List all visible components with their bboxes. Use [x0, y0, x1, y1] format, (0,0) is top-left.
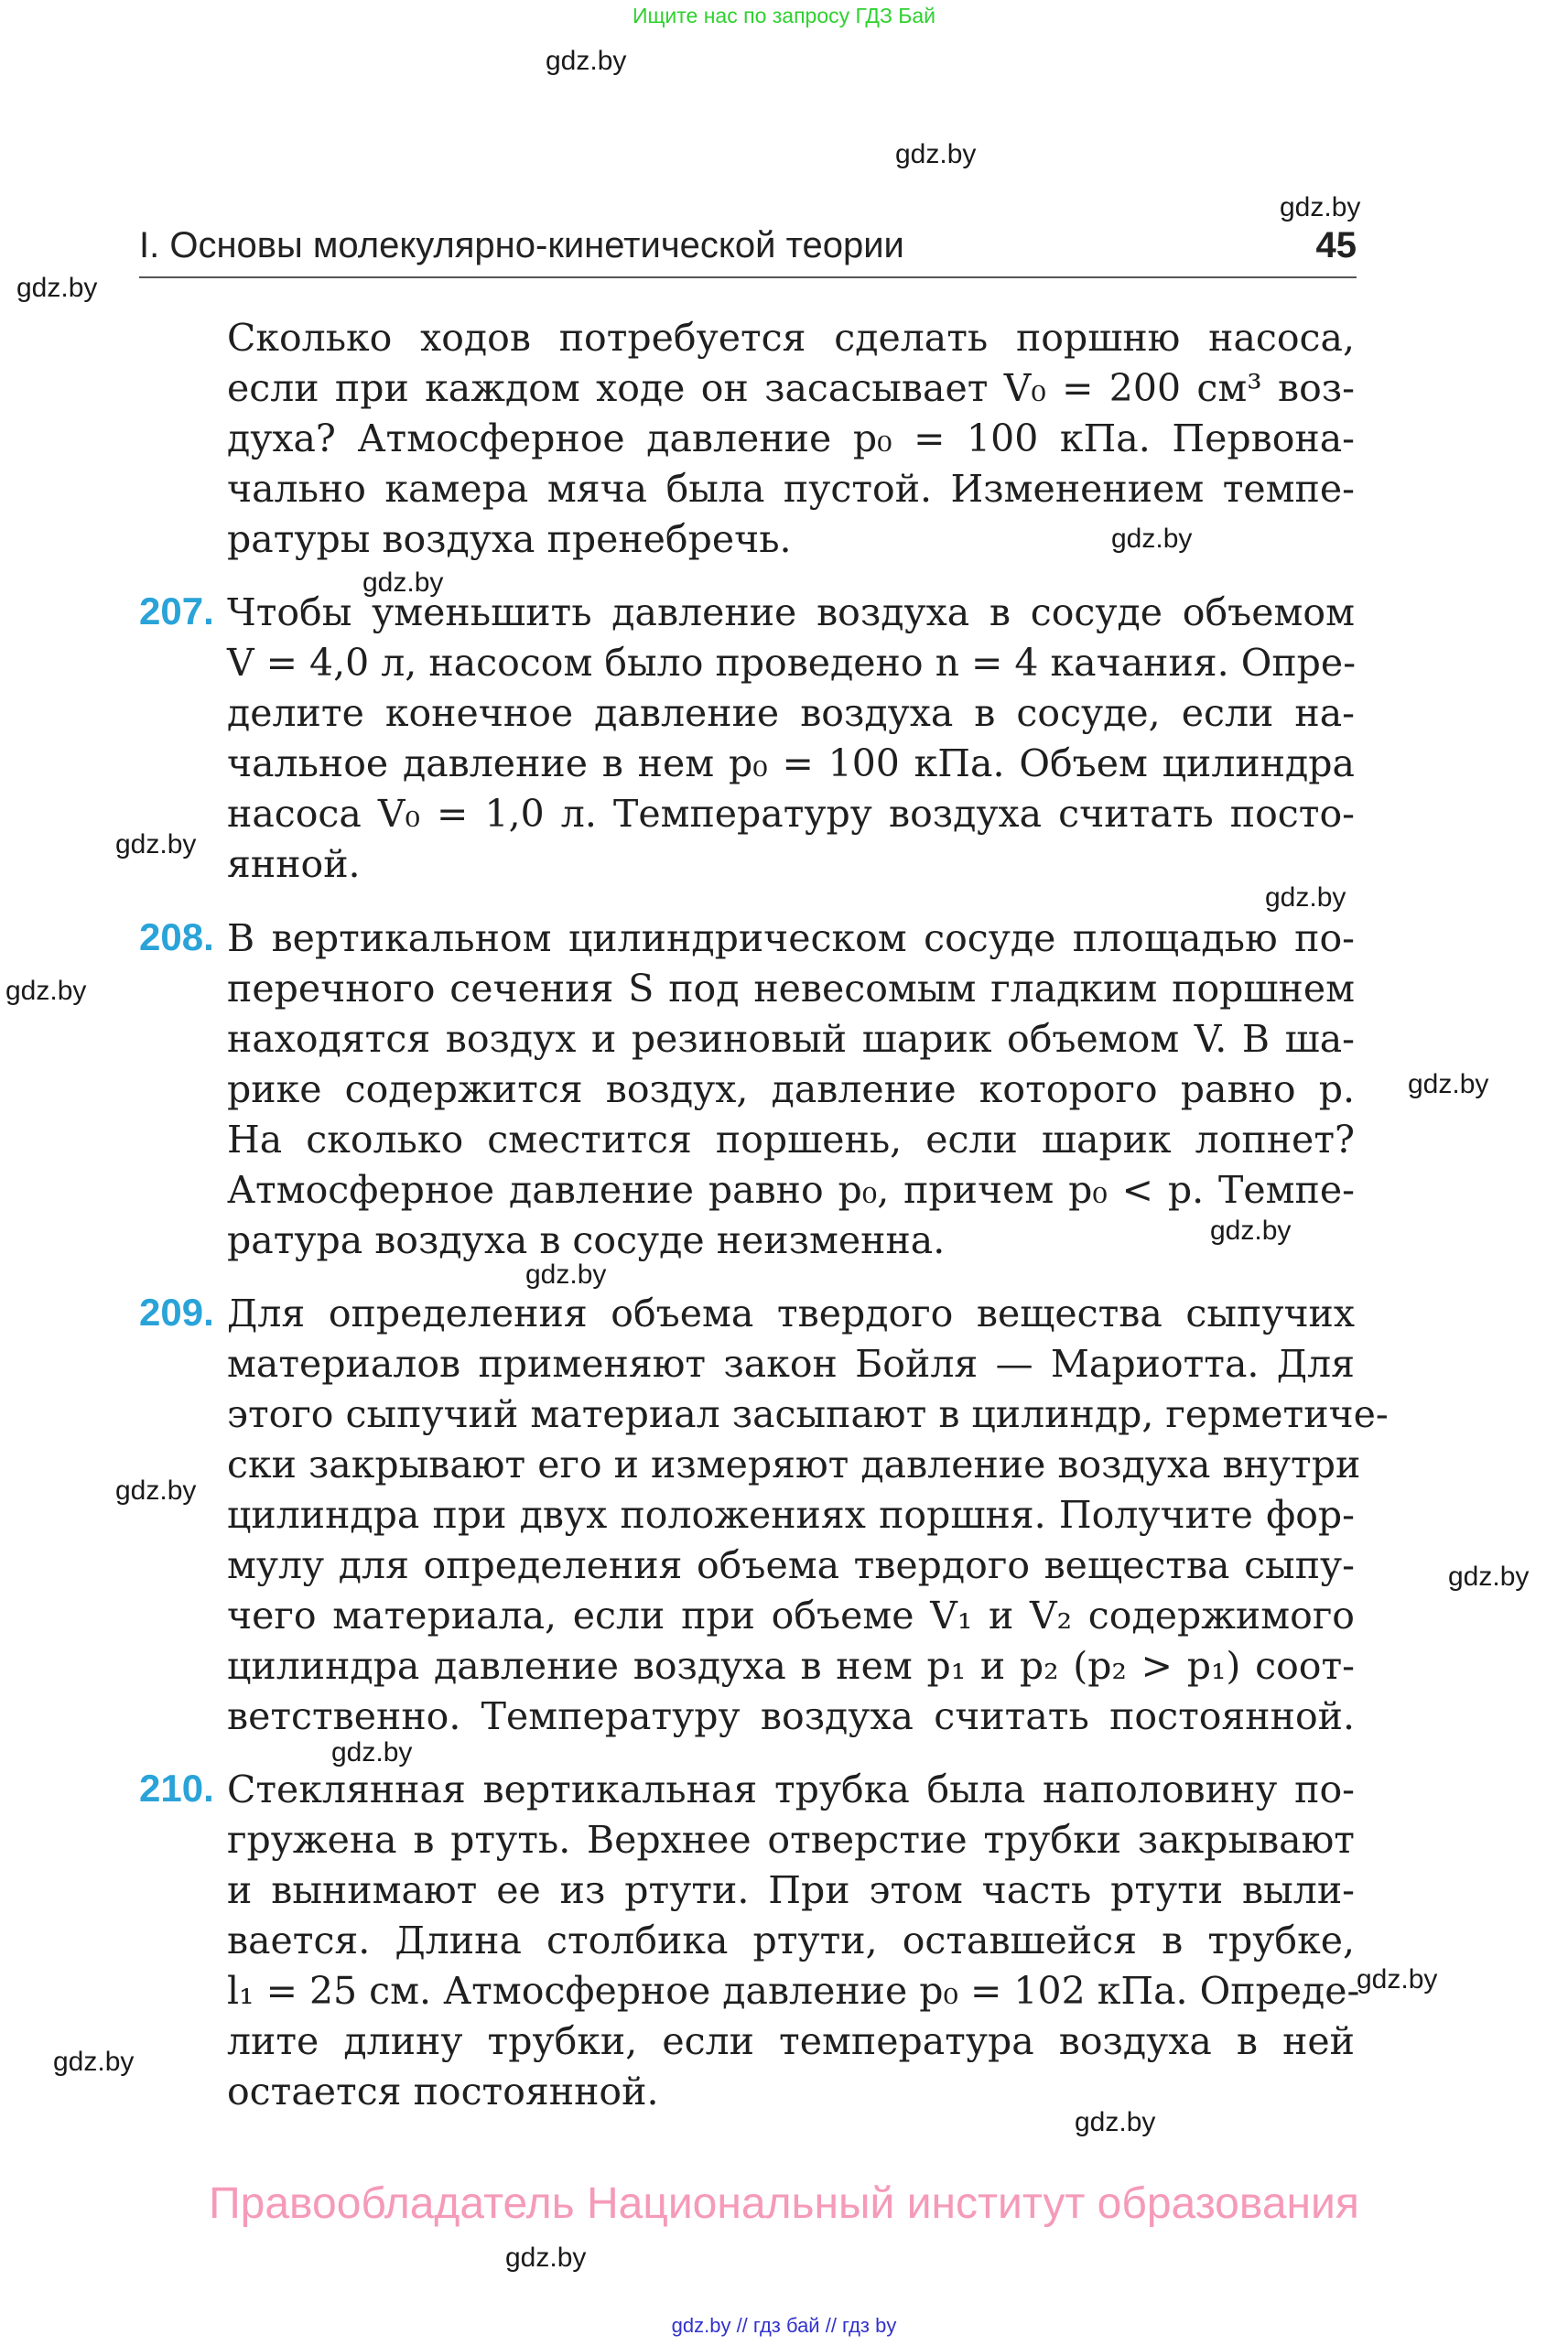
text-line: гружена в ртуть. Верхнее отверстие трубки закрывают [227, 1818, 1355, 1862]
watermark: gdz.by [1210, 1216, 1292, 1246]
text-line: Чтобы уменьшить давление воздуха в сосуде объемом [227, 590, 1355, 634]
text-line: На сколько сместится поршень, если шарик лопнет? [227, 1118, 1355, 1162]
watermark: gdz.by [16, 273, 98, 303]
text-line: ратура воздуха в сосуде неизменна. [227, 1218, 946, 1262]
text-line: этого сыпучий материал засыпают в цилиндр, герметиче- [227, 1392, 1389, 1436]
text-line: лите длину трубки, если температура воздуха в ней [227, 2019, 1355, 2063]
problem-number: 209. [139, 1291, 214, 1334]
watermark: gdz.by [1408, 1069, 1489, 1099]
problem-number: 207. [139, 589, 214, 632]
problem-209-text [227, 1289, 1389, 1742]
text-line: цилиндра давление воздуха в нем p₁ и p₂ (p₂ > p₁) соот- [227, 1644, 1355, 1688]
watermark: gdz.by [115, 1476, 197, 1506]
problem-207-text [227, 588, 1355, 890]
watermark: gdz.by [331, 1737, 413, 1768]
page-header [139, 225, 1357, 278]
watermark: gdz.by [505, 2243, 587, 2273]
text-line: ратуры воздуха пренебречь. [227, 517, 792, 561]
text-line: Сколько ходов потребуется сделать поршню насоса, [227, 316, 1355, 360]
text-line: V = 4,0 л, насосом было проведено n = 4 качания. Опре- [227, 641, 1357, 685]
problem-number: 208. [139, 915, 214, 958]
bottom-links[interactable]: gdz.by // гдз бай // гдз by [671, 2314, 897, 2337]
copyright-footer: Правообладатель Национальный институт образования [209, 2179, 1359, 2228]
problem-208-text [227, 914, 1355, 1266]
text-line: мулу для определения объема твердого вещества сыпу- [227, 1543, 1355, 1587]
watermark: gdz.by [546, 46, 627, 76]
text-line: цилиндра при двух положениях поршня. Получите фор- [227, 1493, 1355, 1537]
problem-text [227, 313, 1355, 565]
watermark: gdz.by [362, 568, 444, 598]
text-line: Стеклянная вертикальная трубка была наполовину по- [227, 1768, 1355, 1811]
watermark: gdz.by [1448, 1562, 1530, 1592]
text-line: В вертикальном цилиндрическом сосуде площадью по- [227, 916, 1355, 960]
text-line: ски закрывают его и измеряют давление воздуха внутри [227, 1443, 1361, 1487]
watermark: gdz.by [1280, 192, 1361, 222]
text-line: l₁ = 25 см. Атмосферное давление p₀ = 102 кПа. Опреде- [227, 1969, 1360, 2013]
top-search-note: Ищите нас по запросу ГДЗ Бай [632, 4, 936, 27]
problem-number: 210. [139, 1767, 214, 1810]
text-line: чего материала, если при объеме V₁ и V₂ содержимого [227, 1594, 1355, 1638]
watermark: gdz.by [1111, 524, 1193, 554]
text-line: если при каждом ходе он засасывает V₀ = 200 см³ воз- [227, 366, 1355, 410]
text-line: остается постоянной. [227, 2070, 659, 2114]
watermark: gdz.by [53, 2047, 135, 2077]
text-line: находятся воздух и резиновый шарик объемом V. В ша- [227, 1017, 1355, 1061]
watermark: gdz.by [1357, 1964, 1438, 1995]
text-line: и вынимают ее из ртути. При этом часть ртути выли- [227, 1868, 1355, 1912]
text-line: делите конечное давление воздуха в сосуде, если на- [227, 691, 1355, 735]
watermark: gdz.by [895, 139, 977, 169]
problem-210-text [227, 1765, 1360, 2117]
text-line: ветственно. Температуру воздуха считать постоянной. [227, 1694, 1355, 1738]
text-line: Атмосферное давление равно p₀, причем p₀ < p. Темпе- [227, 1168, 1355, 1212]
watermark: gdz.by [5, 976, 87, 1006]
text-line: чально камера мяча была пустой. Изменением темпе- [227, 467, 1355, 511]
text-line: янной. [227, 842, 361, 886]
watermark: gdz.by [1265, 882, 1346, 913]
text-line: насоса V₀ = 1,0 л. Температуру воздуха считать посто- [227, 792, 1355, 836]
page-number: 45 [1315, 225, 1357, 265]
chapter-title: I. Основы молекулярно-кинетической теории [139, 225, 904, 265]
watermark: gdz.by [1075, 2107, 1156, 2137]
text-line: вается. Длина столбика ртути, оставшейся в трубке, [227, 1919, 1355, 1962]
text-line: Для определения объема твердого вещества сыпучих [227, 1292, 1355, 1335]
watermark: gdz.by [525, 1259, 607, 1290]
text-line: перечного сечения S под невесомым гладким поршнем [227, 967, 1355, 1011]
watermark: gdz.by [115, 829, 197, 859]
text-line: рике содержится воздух, давление которого равно p. [227, 1067, 1355, 1111]
text-line: материалов применяют закон Бойля — Мариотта. Для [227, 1342, 1355, 1386]
text-line: чальное давление в нем p₀ = 100 кПа. Объем цилиндра [227, 741, 1355, 785]
text-line: духа? Атмосферное давление p₀ = 100 кПа. Первона- [227, 416, 1355, 460]
